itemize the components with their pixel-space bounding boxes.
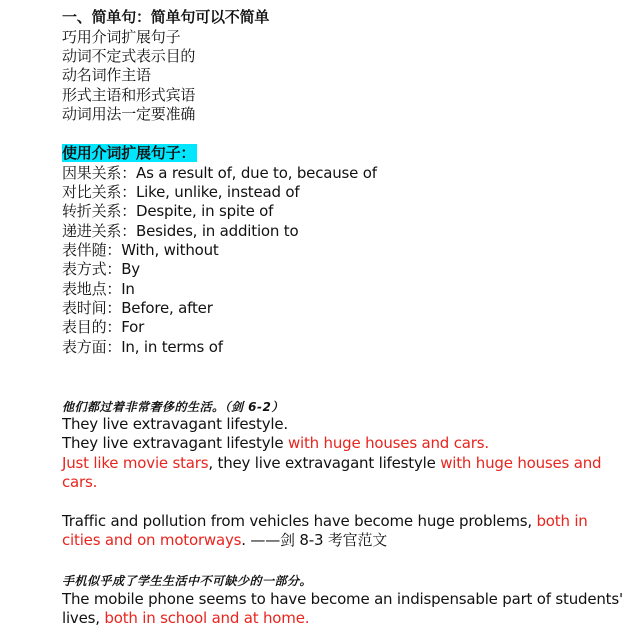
highlighted-phrase: both in <box>536 512 588 530</box>
relation-value: For <box>121 318 145 336</box>
highlighted-phrase: with huge houses and cars. <box>287 434 489 452</box>
sentence-text: Traffic and pollution from vehicles have become huge problems, <box>62 512 537 530</box>
example-sentence <box>62 512 588 530</box>
sentence-text: , they live extravagant lifestyle <box>208 454 441 472</box>
example-sentence: They live extravagant lifestyle. <box>62 415 288 433</box>
relation-label: 递进关系： <box>62 222 137 240</box>
relation-label: 表方式： <box>62 260 122 278</box>
relation-label: 转折关系： <box>62 202 137 220</box>
example-sentence <box>62 434 489 452</box>
relation-label: 表方面： <box>62 338 122 356</box>
heading-highlight: 使用介词扩展句子： <box>62 144 196 162</box>
relation-value: Besides, in addition to <box>136 222 299 240</box>
relation-value: In, in terms of <box>121 338 223 356</box>
example-chinese-sentence: 他们都过着非常奢侈的生活。（剑 6-2） <box>62 400 284 414</box>
relation-label: 表伴随： <box>62 241 122 259</box>
example-sentence <box>62 531 387 549</box>
relation-row <box>62 241 219 259</box>
list-item: 动词用法一定要准确 <box>62 105 196 123</box>
relation-row <box>62 280 135 298</box>
relation-value: With, without <box>121 241 219 259</box>
relation-label: 表地点： <box>62 280 122 298</box>
relation-row <box>62 183 299 201</box>
relation-value: Like, unlike, instead of <box>136 183 300 201</box>
relation-label: 表目的： <box>62 318 122 336</box>
example-sentence <box>62 454 601 472</box>
example-chinese-sentence: 手机似乎成了学生生活中不可缺少的一部分。 <box>62 574 313 588</box>
relation-label: 表时间： <box>62 299 122 317</box>
relation-value: As a result of, due to, because of <box>136 164 377 182</box>
relation-row <box>62 318 144 336</box>
list-item: 形式主语和形式宾语 <box>62 86 196 104</box>
highlighted-phrase: cars. <box>62 473 98 491</box>
section-title: 一、简单句：简单句可以不简单 <box>62 8 270 26</box>
highlighted-phrase: with huge houses and <box>440 454 602 472</box>
relation-row <box>62 202 273 220</box>
relation-row <box>62 164 377 182</box>
highlighted-phrase: both in school and at home. <box>104 609 310 627</box>
relation-value: Before, after <box>121 299 213 317</box>
relation-row <box>62 260 140 278</box>
relation-value: Despite, in spite of <box>136 202 274 220</box>
sentence-text: They live extravagant lifestyle <box>62 434 288 452</box>
list-item: 动名词作主语 <box>62 66 151 84</box>
relation-row <box>62 222 298 240</box>
sentence-text: lives, <box>62 609 105 627</box>
list-item: 巧用介词扩展句子 <box>62 28 181 46</box>
relation-label: 因果关系： <box>62 164 137 182</box>
relation-label: 对比关系： <box>62 183 137 201</box>
highlighted-phrase: Just like movie stars <box>62 454 209 472</box>
relation-row <box>62 338 223 356</box>
example-sentence: The mobile phone seems to have become an indispensable part of students' <box>62 590 623 608</box>
sentence-text: . ——剑 8-3 考官范文 <box>241 531 388 549</box>
highlighted-heading <box>62 144 197 162</box>
list-item: 动词不定式表示目的 <box>62 47 196 65</box>
relation-value: By <box>121 260 140 278</box>
highlighted-phrase: cities and on motorways <box>62 531 242 549</box>
relation-value: In <box>121 280 135 298</box>
relation-row <box>62 299 213 317</box>
example-sentence <box>62 609 309 627</box>
